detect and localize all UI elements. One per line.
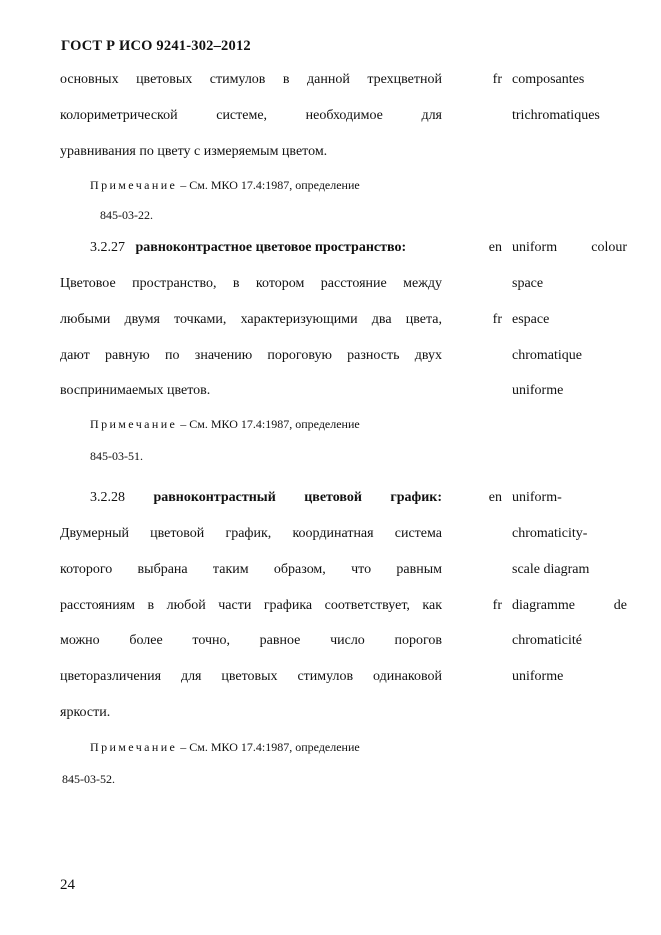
page-number: 24 [60, 877, 75, 893]
definition-line: основных цветовых стимулов в данной трехцветной [60, 72, 442, 87]
note-text: – См. МКО 17.4:1987, определение [180, 178, 360, 192]
definition-line: дают равную по значению пороговую разность двух [60, 348, 442, 363]
equivalent-term: chromatique [512, 348, 582, 363]
lang-code: fr [492, 598, 502, 613]
definition-line: уравнивания по цвету с измеряемым цветом. [60, 144, 328, 159]
equivalent-term: uniform- [512, 490, 562, 505]
equivalent-term: space [512, 276, 544, 291]
lang-code: fr [492, 72, 502, 87]
definition-line: которого выбрана таким образом, что равным [60, 562, 442, 577]
note-code: 845-03-52. [62, 772, 115, 786]
equivalent-term: chromaticity- [512, 526, 588, 541]
term-heading [90, 490, 442, 506]
term-name: равноконтрастный цветовой график: [153, 490, 442, 505]
term-number: 3.2.27 [90, 240, 125, 255]
lang-code: fr [492, 312, 502, 327]
definition-line: любыми двумя точками, характеризующими два цвета, [60, 312, 442, 327]
definition-line: Двумерный цветовой график, координатная система [60, 526, 442, 541]
term-heading [90, 240, 406, 256]
equivalent-term: composantes [512, 72, 585, 87]
note-text: – См. МКО 17.4:1987, определение [180, 417, 360, 431]
definition-line: яркости. [60, 705, 111, 720]
note-code: 845-03-22. [100, 208, 153, 222]
definition-line: можно более точно, равное число порогов [60, 633, 442, 648]
note [90, 178, 360, 193]
note-label: Примечание [90, 740, 178, 754]
equivalent-term: chromaticité [512, 633, 582, 648]
definition-line: воспринимаемых цветов. [60, 383, 211, 398]
term-name: равноконтрастное цветовое пространство: [135, 240, 407, 255]
equivalent-term: uniform colour [512, 240, 627, 255]
note [90, 417, 360, 432]
equivalent-term: trichromatiques [512, 108, 600, 123]
equivalent-term: uniforme [512, 383, 564, 398]
equivalent-term: espace [512, 312, 550, 327]
definition-line: Цветовое пространство, в котором расстояние между [60, 276, 442, 291]
lang-code: en [488, 240, 502, 255]
definition-line: цветоразличения для цветовых стимулов одинаковой [60, 669, 442, 684]
lang-code: en [488, 490, 502, 505]
note-label: Примечание [90, 417, 178, 431]
definition-line: колориметрической системе, необходимое для [60, 108, 442, 123]
definition-line: расстояниям в любой части графика соответствует, как [60, 598, 442, 613]
note-text: – См. МКО 17.4:1987, определение [180, 740, 360, 754]
note-label: Примечание [90, 178, 178, 192]
note-code: 845-03-51. [90, 449, 143, 463]
document-header: ГОСТ Р ИСО 9241-302–2012 [61, 38, 251, 54]
term-number: 3.2.28 [90, 490, 125, 505]
equivalent-term: diagramme de [512, 598, 627, 613]
equivalent-term: scale diagram [512, 562, 590, 577]
equivalent-term: uniforme [512, 669, 564, 684]
note [90, 740, 360, 755]
